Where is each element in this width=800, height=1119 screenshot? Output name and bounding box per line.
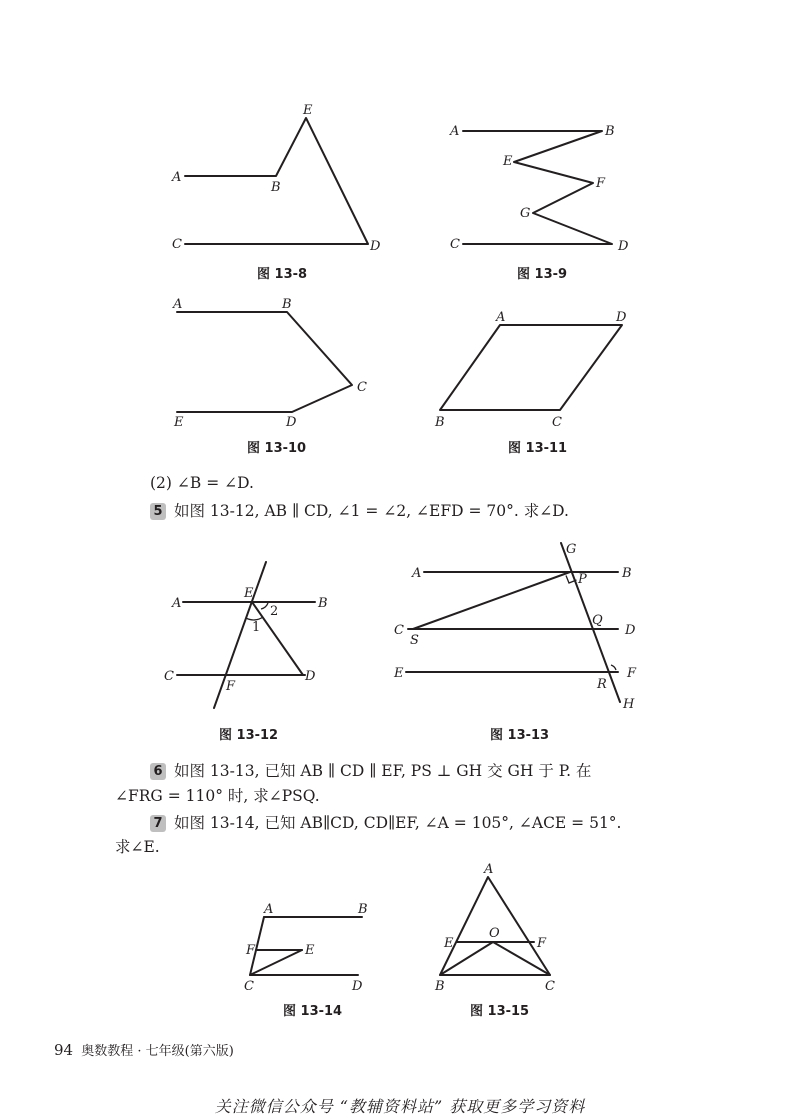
f14-label-D: D (352, 979, 363, 994)
q4-part2-line: (2) ∠B = ∠D. (150, 474, 254, 492)
f12-angle-2: 2 (270, 604, 279, 619)
f9-label-B: B (605, 124, 615, 139)
caption-13-12: 图 13-12 (219, 728, 279, 743)
f13-label-Q: Q (592, 613, 603, 628)
question-6-line2: ∠FRG = 110° 时, 求∠PSQ. (115, 787, 320, 805)
question-7-text-line1: 如图 13-14, 已知 AB∥CD, CD∥EF, ∠A = 105°, ∠ACE = 51°. (174, 814, 622, 832)
f9-label-D: D (618, 239, 629, 254)
question-number-badge: 7 (150, 815, 166, 832)
f13-label-S: S (410, 633, 419, 648)
f13-label-B: B (622, 566, 632, 581)
book-title: 奥数教程 · 七年级(第六版) (81, 1044, 234, 1059)
f11-label-A: A (496, 310, 506, 325)
f15-label-B: B (435, 979, 445, 994)
f11-label-C: C (552, 415, 562, 430)
f10-label-D: D (286, 415, 297, 430)
f13-label-A: A (412, 566, 422, 581)
figure-13-13 (393, 542, 637, 712)
watermark-text: 关注微信公众号 “教辅资料站” 获取更多学习资料 (214, 1097, 586, 1116)
f12-label-A: A (172, 596, 182, 611)
f10-label-C: C (357, 380, 367, 395)
f13-label-F: F (627, 666, 637, 681)
f8-label-E: E (303, 103, 313, 118)
figure-13-11 (434, 310, 627, 430)
f14-label-B: B (358, 902, 368, 917)
question-number-badge: 5 (150, 503, 166, 520)
f13-label-H: H (623, 697, 635, 712)
f15-label-O: O (489, 926, 500, 941)
f15-label-A: A (484, 862, 494, 877)
figure-13-10 (172, 297, 367, 430)
f8-label-A: A (172, 170, 182, 185)
f15-label-C: C (545, 979, 555, 994)
f8-label-C: C (172, 237, 182, 252)
f14-label-E: E (305, 943, 315, 958)
f13-label-P: P (578, 572, 587, 587)
caption-13-11: 图 13-11 (508, 441, 568, 456)
f15-label-E: E (444, 936, 454, 951)
f11-label-D: D (616, 310, 627, 325)
f13-label-E: E (394, 666, 404, 681)
caption-13-14: 图 13-14 (283, 1004, 343, 1019)
figure-13-15 (434, 862, 555, 994)
f12-label-C: C (164, 669, 174, 684)
question-5-text: 如图 13-12, AB ∥ CD, ∠1 = ∠2, ∠EFD = 70°. 求∠D. (174, 502, 569, 520)
f9-label-F: F (596, 176, 606, 191)
f9-label-C: C (450, 237, 460, 252)
f15-label-F: F (537, 936, 547, 951)
caption-13-10: 图 13-10 (247, 441, 307, 456)
figure-13-8 (171, 103, 381, 254)
question-6-text-line1: 如图 13-13, 已知 AB ∥ CD ∥ EF, PS ⊥ GH 交 GH 于 P. 在 (174, 762, 592, 780)
f9-label-G: G (520, 206, 531, 221)
f13-label-D: D (625, 623, 636, 638)
f13-label-C: C (394, 623, 404, 638)
f10-label-B: B (282, 297, 292, 312)
figure-13-9 (449, 124, 629, 254)
f9-label-A: A (450, 124, 460, 139)
caption-13-8: 图 13-8 (257, 267, 308, 282)
question-7-line1 (150, 812, 622, 834)
f12-angle-1: 1 (252, 620, 261, 635)
f10-label-A: A (173, 297, 183, 312)
question-5 (150, 500, 569, 522)
f11-label-B: B (435, 415, 445, 430)
f14-label-F: F (246, 943, 256, 958)
page-number: 94 (54, 1041, 74, 1059)
question-7-line2: 求∠E. (115, 838, 160, 856)
f12-label-E: E (244, 586, 254, 601)
f12-label-D: D (305, 669, 316, 684)
f8-label-D: D (370, 239, 381, 254)
page-footer (54, 1040, 234, 1059)
f14-label-C: C (244, 979, 254, 994)
f12-label-B: B (318, 596, 328, 611)
question-6-line1 (150, 760, 591, 782)
f10-label-E: E (174, 415, 184, 430)
figure-13-14 (244, 902, 368, 994)
f13-label-R: R (597, 677, 607, 692)
f8-label-B: B (271, 180, 281, 195)
caption-13-13: 图 13-13 (490, 728, 550, 743)
f14-label-A: A (264, 902, 274, 917)
f13-label-G: G (566, 542, 577, 557)
caption-13-15: 图 13-15 (470, 1004, 530, 1019)
f12-label-F: F (226, 679, 236, 694)
f9-label-E: E (503, 154, 513, 169)
question-number-badge: 6 (150, 763, 166, 780)
caption-13-9: 图 13-9 (517, 267, 568, 282)
figure-13-12 (164, 562, 328, 708)
